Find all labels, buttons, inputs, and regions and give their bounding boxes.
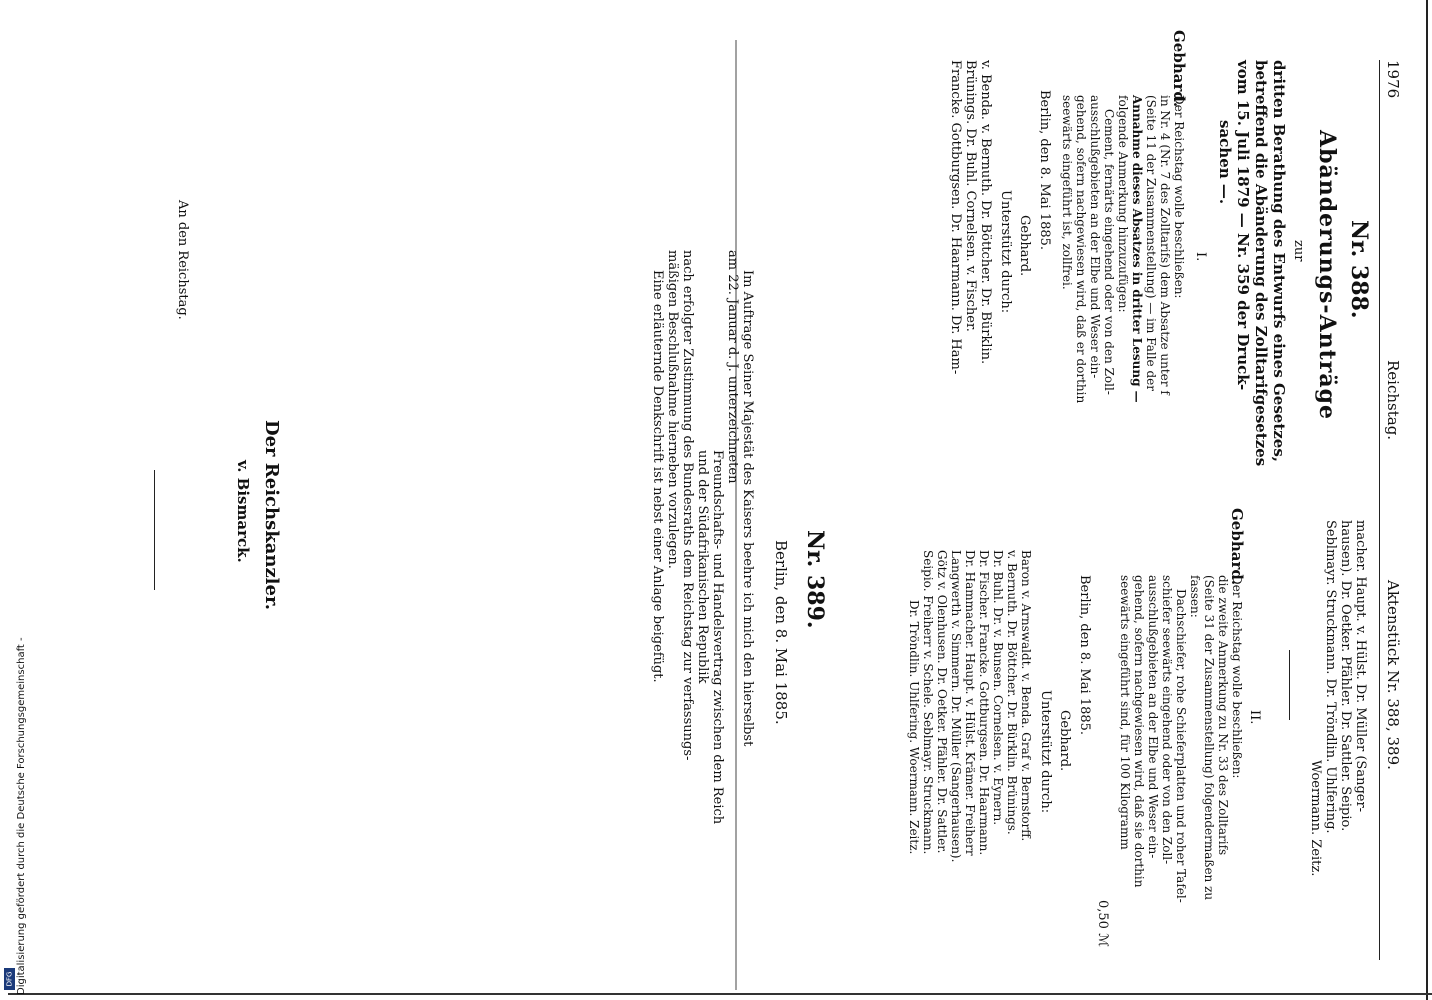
supporters-list-1 [948,60,993,374]
motion-line: gehend, sofern nachgewiesen wird, daß sie dorthin [1132,575,1146,888]
signatory-2: Gebhard. [1057,710,1072,772]
dfg-logo: DFG [4,968,15,990]
supporters-continued [1308,520,1368,876]
supporters-line: Brünings. Dr. Buhl. Cornelsen. v. Fischer. [963,60,978,332]
motion-line: (Seite 31 der Zusammenstellung) folgendermaßen zu [1202,575,1216,901]
supporters-line: Dr. Hammacher. Haupt. v. Hülst. Krämer. Freiherr [963,550,977,856]
section-number-2: II. [1247,710,1262,725]
date-line-2: Berlin, den 8. Mai 1885. [1077,575,1092,736]
date-line-1: Berlin, den 8. Mai 1885. [1037,90,1052,251]
supporters-line: Dr. Tröndlin. Uhlfering. Woermann. Zeitz. [907,600,921,855]
letter-line: und der Südafrikanischen Republik [695,450,710,684]
supporters-line: Dr. Fischer. Francke. Gottburgsen. Dr. Haarmann. [977,550,991,856]
motion-line: die zweite Anmerkung zu Nr. 33 des Zolltarifs [1216,575,1230,856]
letter-line: mäßigen Beschlußnahme hierneben vorzulegen. [665,250,680,569]
intro-line: betreffend die Abänderung des Zolltarifgesetzes [1252,60,1270,467]
supporters-line: Seblmayr. Struckmann. Dr. Tröndlin. Uhlfering. [1323,520,1338,834]
motion-2-text [1118,575,1244,903]
supporters-list-2 [907,550,1033,862]
supporters-line: Langwerth v. Simmern. Dr. Müller (Sangerhausen). [949,550,963,863]
intro-line: dritten Berathung des Entwurfs eines Gesetzes, [1270,60,1288,462]
motion-line: Cement, fernärts eingehend oder von den Zoll- [1102,109,1116,395]
supported-by-label-2: Unterstützt durch: [1038,690,1053,814]
motion-line: folgende Anmerkung hinzuzufügen: [1116,95,1130,313]
motion-line: Annahme dieses Absatzes in dritter Lesung — [1130,95,1144,403]
date-line-389: Berlin, den 8. Mai 1885. [772,540,790,725]
header-right: Aktenstück Nr. 388, 389. [1384,580,1402,770]
letter-line: nach erfolgter Zustimmung des Bundesraths dem Reichstag zur verfassungs- [680,250,695,761]
rotated-document [20,20,1410,980]
motion-line: Der Reichstag wolle beschließen: [1172,95,1186,299]
header-center: Reichstag. [1384,360,1402,441]
nr-388-heading: Nr. 388. [1346,220,1372,319]
intro-line: sachen —. [1216,120,1234,205]
tariff-rate: 0,50 ℳ [1095,900,1110,947]
scan-edge-bottom [8,993,1432,995]
letter-line: Freundschafts- und Handelsvertrag zwischen dem Reich [710,450,725,825]
motion-line: seewärts eingeführt sind, für 100 Kilogramm [1118,575,1132,850]
scan-edge-right [1426,0,1428,1000]
intro-block [1216,60,1288,466]
header-rule [1379,60,1380,960]
motion-line: (Seite 11 der Zusammenstellung) — im Falle der [1144,95,1158,391]
motion-line: gehend, sofern nachgewiesen wird, daß er dorthin [1074,95,1088,404]
speaker-label-1: Gebhard. [1170,30,1188,108]
intro-line: vom 15. Juli 1879 — Nr. 359 der Druck- [1234,60,1252,391]
motion-line: Der Reichstag wolle beschließen: [1230,575,1244,779]
chancellor-title: Der Reichskanzler. [261,420,282,611]
addressee: An den Reichstag. [175,200,190,320]
motion-1-text [1060,95,1186,403]
signature-rule [154,470,155,590]
supporters-line: v. Bernuth. Dr. Böttcher. Dr. Bürklin. Brünings. [1005,550,1019,835]
supporters-line: macher. Haupt. v. Hülst. Dr. Müller (Sanger- [1353,520,1368,813]
nr-389-heading: Nr. 389. [802,530,828,629]
motion-line: ausschlußgebieten an der Elbe und Weser ein- [1146,575,1160,859]
motion-line: schiefer seewärts eingehend oder von den Zoll- [1160,575,1174,865]
signatory-1: Gebhard. [1017,215,1032,277]
motion-line: ausschlußgebieten an der Elbe und Weser ein- [1088,95,1102,379]
supporters-line: hausen). Dr. Oetker. Pfähler. Dr. Sattler. Seipio. [1338,520,1353,832]
letter-line: am 22. Januar d. J. unterzeichneten [725,250,740,484]
supporters-line: Dr. Buhl. Dr. v. Bunsen. Cornelsen. v. Eynern. [991,550,1005,826]
motion-line: in Nr. 4 (Nr. 7 des Zolltarifs) dem Absatze unter f [1158,95,1172,395]
section-rule [1289,650,1290,720]
supporters-line: Seipio. Freiherr v. Schele. Seblmayr. Struckmann. [921,550,935,855]
supporters-line: Francke. Gottburgsen. Dr. Haarmann. Dr. Ham- [948,60,963,375]
motion-line: Dachschiefer, rohe Schieferplatten und roher Tafel- [1174,589,1188,903]
letter-line: Im Auftrage Seiner Majestät des Kaisers beehre ich mich den hierselbst [740,270,755,747]
supporters-line: Baron v. Arnswaldt. v. Benda. Graf v. Bernstorff. [1019,550,1033,842]
speaker-label-2: Gebhard. [1228,508,1246,586]
supporters-line: Götz v. Olenhusen. Dr. Oetker. Pfähler. Dr. Sattler. [935,550,949,854]
supported-by-label-1: Unterstützt durch: [998,190,1013,314]
document-title: Abänderungs-Anträge [1314,130,1340,421]
supporters-line: v. Benda. v. Bernuth. Dr. Böttcher. Dr. Bürklin. [978,60,993,365]
zur-label: zur [1291,240,1306,262]
supporters-line: Woermann. Zeitz. [1308,760,1323,877]
motion-line: fassen: [1188,575,1202,618]
page-number: 1976 [1384,60,1402,99]
section-number-1: I. [1193,252,1208,262]
digitization-watermark: Digitalisierung gefördert durch die Deutsche Forschungsgemeinschaft - [16,637,27,995]
motion-line: seewärts eingeführt ist, zollfrei. [1060,95,1074,290]
letter-body-389 [650,250,755,824]
letter-line: Eine erläuternde Denkschrift ist nebst einer Anlage beigefügt. [650,270,665,683]
chancellor-signature: v. Bismarck. [234,460,252,563]
